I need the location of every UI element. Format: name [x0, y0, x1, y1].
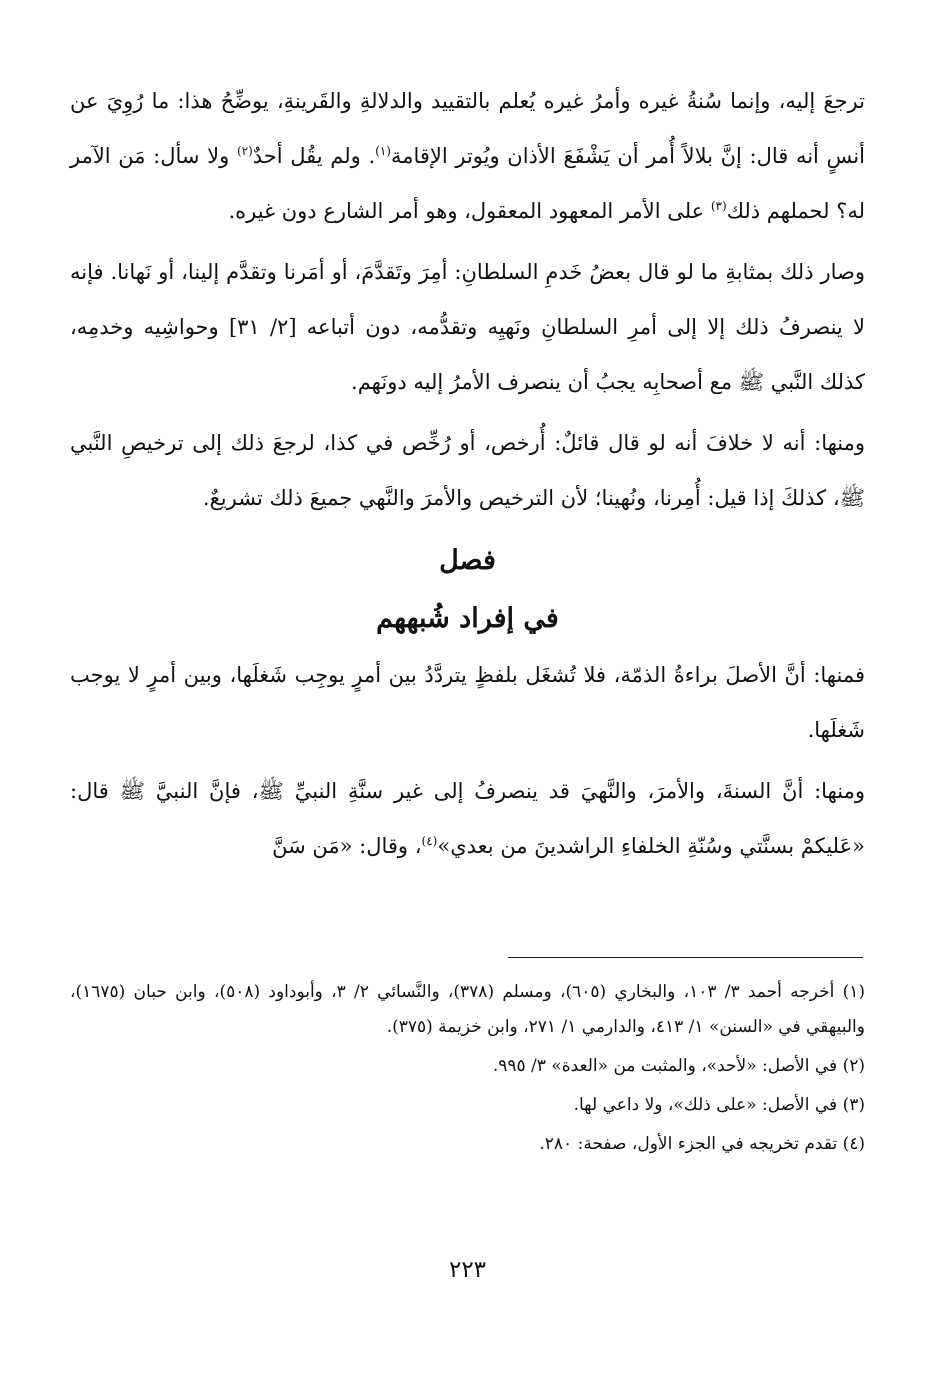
- footnote-2: (٢) في الأصل: «لأحد»، والمثبت من «العدة» ٣/ ٩٩٥.: [492, 1056, 865, 1076]
- footnote-1: (١) أخرجه أحمد ٣/ ١٠٣، والبخاري (٦٠٥)، ومسلم (٣٧٨)، والنَّسائي ٢/ ٣، وأبوداود (٥٠٨)، وابن حبان (١٦٧٥)، والبيهقي في «السنن» ١/ ٤١٣، والدارمي ١/ ٢٧١، وابن خزيمة (٣٧٥).: [70, 982, 866, 1037]
- page-number: ٢٢٣: [448, 1257, 487, 1283]
- footnote-4: (٤) تقدم تخريجه في الجزء الأول، صفحة: ٢٨٠.: [539, 1134, 865, 1154]
- page-marker: [٢/ ٣١]: [218, 315, 307, 339]
- paragraph-1-part-a: ترجعَ إليه، وإنما سُنةُ غيره وأمرُ غيره يُعلم بالتقييد والدلالةِ والقَرينةِ، يوضِّحُ هذا: ما رُوِيَ عن أنسٍ أنه قال: إنَّ بلالاً أُمر أن يَشْفَعَ الأذان ويُوتر الإقامة: [70, 89, 865, 168]
- paragraph-1-part-b: . ولم يقُل أحدٌ: [252, 144, 376, 168]
- footnotes: [70, 975, 865, 1166]
- section-subheading: في إفراد شُبههم: [376, 603, 559, 634]
- footnote-divider: [508, 957, 863, 958]
- footnote-3: (٣) في الأصل: «على ذلك»، ولا داعي لها.: [573, 1095, 865, 1115]
- paragraph-1-part-d: على الأمر المعهود المعقول، وهو أمر الشارع دون غيره.: [228, 199, 711, 223]
- paragraph-1-part-c: ولا سأل: مَن الآمر له؟ لحملهم ذلك: [70, 144, 865, 223]
- paragraph-5-part-b: ، وقال: «مَن سَنَّ: [272, 834, 422, 858]
- section-heading: فصل: [439, 545, 496, 576]
- paragraph-4: فمنها: أنَّ الأصلَ براءةُ الذمّة، فلا تُشغَل بلفظٍ يتردَّدُ بين أمرٍ يوجِب شَغلَها، وبين أمرٍ لا يوجب شَغلَها.: [70, 663, 865, 742]
- paragraph-2-part-a: وصار ذلك بمثابةِ ما لو قال بعضُ خَدمِ السلطانِ: أمِرَ وتَقدَّمَ، أو أمَرنا وتقدَّم إلينا، أو نَهانا. فإنه لا ينصرفُ ذلك إلا إلى أمرِ السلطانِ ونَهيِه وتقدُّمه، دون أتباعه: [70, 260, 865, 339]
- paragraph-5: [70, 764, 865, 874]
- footnote-ref-2[interactable]: (٢): [236, 144, 253, 158]
- footnote-ref-1[interactable]: (١): [375, 144, 391, 158]
- paragraph-1: [70, 74, 865, 239]
- paragraph-3: ومنها: أنه لا خلافَ أنه لو قال قائلٌ: أُرخص، أو رُخِّص في كذا، لرجعَ ذلك إلى ترخيصِ النَّبي ﷺ، كذلكَ إذا قيل: أُمِرنا، ونُهينا؛ لأن الترخيص والأمرَ والنَّهي جميعَ ذلك تشريعٌ.: [70, 431, 865, 510]
- paragraph-5-part-a: ومنها: أنَّ السنةَ، والأمرَ، والنَّهيَ قد ينصرفُ إلى غير سنَّةِ النبيِّ ﷺ، فإنَّ النبيَّ ﷺ قال: «عَليكمْ بسنَّتي وسُنّةِ الخلفاءِ الراشدينَ من بعدي»: [70, 779, 865, 858]
- footnote-ref-3[interactable]: (٣): [710, 199, 727, 213]
- paragraph-2-part-b: وحواشِيه وخدمِه، كذلك النَّبي ﷺ مع أصحابِه يجبُ أن ينصرف الأمرُ إليه دونَهم.: [70, 315, 865, 394]
- footnote-ref-4[interactable]: (٤): [421, 834, 438, 848]
- paragraph-2: [70, 245, 865, 410]
